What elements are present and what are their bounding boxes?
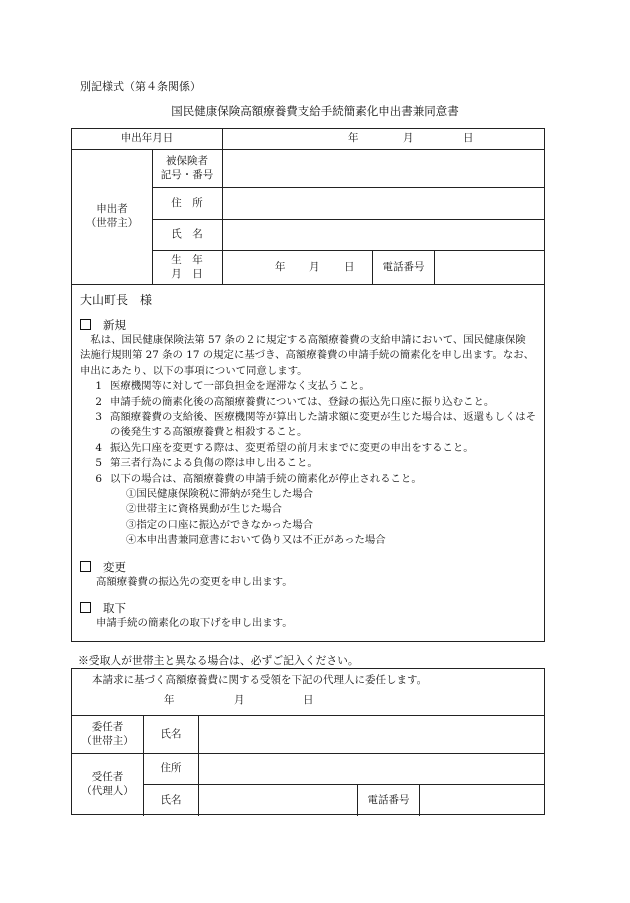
delegation-form (71, 668, 545, 815)
consent-item-number: 2 (95, 395, 102, 408)
delegation-statement: 本請求に基づく高額療養費に関する受領を下記の代理人に委任します。 (92, 674, 428, 686)
consent-item (80, 472, 536, 487)
new-section-heading (80, 317, 536, 333)
name-field[interactable] (223, 220, 544, 250)
phone-field[interactable] (435, 251, 544, 284)
suspension-condition: ②世帯主に資格異動が生じた場合 (126, 503, 282, 516)
insured-number-field[interactable] (223, 150, 544, 187)
consent-item (80, 410, 536, 441)
delegate-address-label: 住所 (160, 762, 182, 775)
change-heading-label: 変更 (103, 559, 126, 574)
address-field[interactable] (223, 188, 544, 219)
consent-items (80, 379, 536, 487)
application-date-field[interactable] (222, 129, 544, 149)
delegate-name-label: 氏名 (160, 793, 182, 806)
delegator-label: 委任者 （世帯主） (81, 720, 134, 747)
application-date-label: 申出年月日 (120, 132, 174, 145)
form-number-note: 別記様式（第４条関係） (80, 80, 201, 93)
delegation-date-day: 日 (303, 694, 314, 706)
delegate-label: 受任者 （代理人） (81, 771, 134, 797)
suspension-condition: ④本申出書兼同意書において偽り又は不正があった場合 (126, 534, 386, 547)
consent-item (80, 441, 536, 456)
consent-item-number: 3 (95, 411, 102, 424)
delegation-date-field[interactable] (72, 690, 544, 710)
consent-item (80, 456, 536, 471)
consent-item-number: 5 (95, 457, 102, 470)
withdraw-section-heading (80, 600, 536, 616)
application-date-year: 年 (348, 132, 359, 145)
new-checkbox[interactable] (80, 319, 91, 330)
page-title: 国民健康保険高額療養費支給手続簡素化申出書兼同意書 (171, 104, 459, 118)
delegation-date-month: 月 (234, 694, 245, 706)
consent-item (80, 395, 536, 410)
withdraw-checkbox[interactable] (80, 602, 91, 613)
address-label: 住 所 (171, 196, 203, 209)
consent-item-number: 6 (95, 472, 102, 485)
withdraw-text: 申請手続の簡素化の取下げを申し出ます。 (96, 617, 293, 630)
consent-item-number: 4 (95, 441, 102, 454)
consent-body (80, 291, 536, 632)
consent-item-text: 振込先口座を変更する際は、変更希望の前月末までに変更の申出をすること。 (110, 441, 474, 454)
name-label: 氏 名 (171, 228, 203, 241)
application-date-month: 月 (403, 132, 414, 145)
delegation-note: ※受取人が世帯主と異なる場合は、必ずご記入ください。 (78, 654, 359, 667)
birth-date-field[interactable] (223, 251, 372, 284)
suspension-condition: ①国民健康保険税に滞納が発生した場合 (126, 488, 314, 501)
change-text: 高額療養費の振込先の変更を申し出ます。 (96, 575, 293, 588)
new-heading-label: 新規 (103, 318, 126, 332)
birth-month: 月 (309, 260, 320, 273)
application-date-day: 日 (463, 132, 474, 145)
new-intro: 私は、国民健康保険法第 57 条の２に規定する高額療養費の支給申請において、国民健康保険法施行規則第 27 条の 17 の規定に基づき、高額療養費の申請手続の簡素化を申し出ます。なお、申出にあたり、以下の事項について同意します。 (80, 334, 535, 377)
consent-item (80, 379, 536, 394)
delegation-date-year: 年 (164, 694, 175, 706)
delegate-phone-label: 電話番号 (367, 793, 410, 806)
delegator-name-label: 氏名 (160, 727, 182, 740)
phone-label: 電話番号 (382, 260, 425, 273)
change-checkbox[interactable] (80, 561, 91, 572)
birth-date-label: 生 年 月 日 (171, 253, 203, 280)
suspension-condition: ③指定の口座に振込ができなかった場合 (126, 518, 314, 531)
consent-item-text: 以下の場合は、高額療養費の申請手続の簡素化が停止されること。 (110, 472, 422, 485)
applicant-label: 申出者 （世帯主） (85, 203, 139, 229)
delegate-name-field[interactable] (199, 785, 357, 816)
consent-item-text: 申請手続の簡素化後の高額療養費については、登録の振込先口座に振り込むこと。 (110, 395, 495, 408)
delegator-name-field[interactable] (199, 716, 544, 753)
birth-year: 年 (275, 260, 286, 273)
delegate-address-field[interactable] (199, 754, 544, 784)
delegate-phone-field[interactable] (420, 785, 544, 816)
consent-item-text: 高額療養費の支給後、医療機関等が算出した請求額に変更が生じた場合は、返還もしくはその後発生する高額療養費と相殺すること。 (110, 411, 537, 439)
change-section-heading (80, 559, 536, 575)
consent-item-text: 医療機関等に対して一部負担金を遅滞なく支払うこと。 (110, 380, 370, 393)
withdraw-heading-label: 取下 (103, 601, 126, 616)
application-form (71, 128, 545, 642)
insured-number-label: 被保険者 記号・番号 (160, 154, 214, 181)
consent-item-number: 1 (95, 380, 102, 393)
suspension-conditions (80, 487, 536, 549)
addressee: 大山町長 様 (80, 293, 153, 307)
consent-item-text: 第三者行為による負傷の際は申し出ること。 (110, 457, 318, 470)
birth-day: 日 (344, 260, 355, 273)
